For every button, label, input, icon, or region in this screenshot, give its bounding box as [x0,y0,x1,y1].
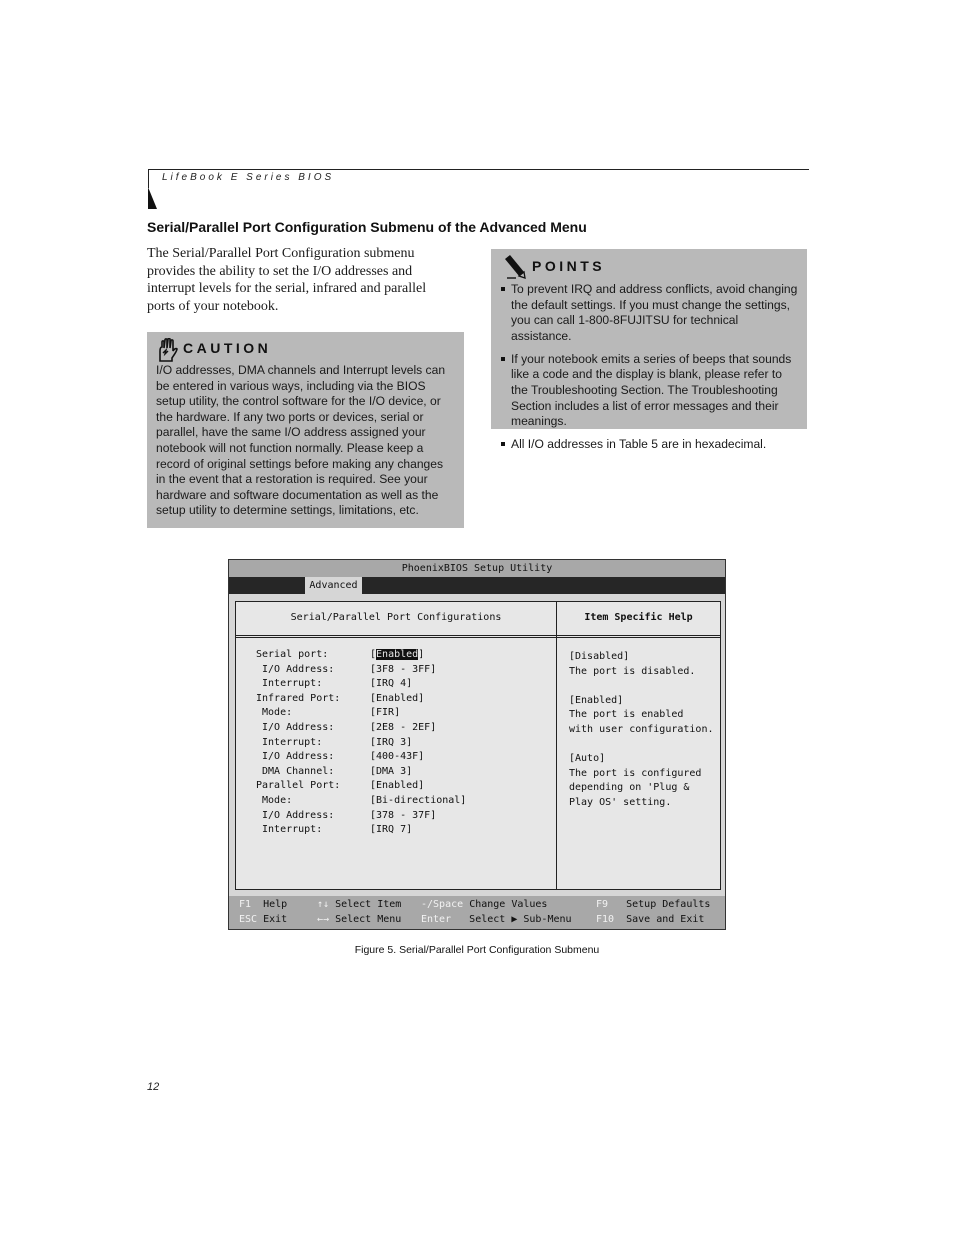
caution-title: CAUTION [183,340,272,356]
setting-label: Interrupt: [256,824,323,836]
selected-value[interactable]: Enabled [376,649,419,660]
setting-value-serial-port[interactable]: [Enabled] [370,649,425,660]
setting-value[interactable]: [2E8 - 2EF] [370,721,437,733]
footer-change-values[interactable]: -/Space Change Values [421,899,548,910]
header-rule [148,169,809,170]
setting-label: Interrupt: [256,678,323,690]
setting-value[interactable]: [3F8 - 3FF] [370,663,437,675]
footer-select-menu[interactable]: ←→ Select Menu [317,914,402,925]
setting-value[interactable]: [Bi-directional] [370,794,467,806]
bios-screen [228,559,726,930]
setting-label: I/O Address: [256,751,335,763]
settings-labels [256,648,340,838]
help-line: [Enabled] [569,694,624,706]
help-line: depending on 'Plug & [569,782,690,794]
footer-enter[interactable]: Enter Select ▶ Sub-Menu [421,914,572,925]
setting-value[interactable]: [DMA 3] [370,765,413,777]
setting-label: Serial port: [256,649,329,660]
bios-title-bar: PhoenixBIOS Setup Utility [229,560,725,577]
footer-esc[interactable]: ESC Exit [239,914,288,925]
setting-value[interactable]: [Enabled] [370,692,425,704]
setting-label: Mode: [256,707,293,719]
footer-f10[interactable]: F10 Save and Exit [596,914,705,925]
header-divider [236,635,720,636]
setting-label: I/O Address: [256,721,335,733]
setting-value[interactable]: [IRQ 7] [370,824,413,836]
intro-paragraph: The Serial/Parallel Port Configuration submenu provides the ability to set the I/O addresses and interrupt levels for the serial, infrared and parallel ports of your notebook. [147,246,427,314]
help-line [569,738,714,753]
help-line: The port is configured [569,767,702,779]
help-line: The port is enabled [569,709,684,721]
help-line: The port is disabled. [569,665,696,677]
help-line: [Auto] [569,753,606,765]
header-divider [236,637,720,638]
panel-divider [556,602,557,889]
setting-label: Mode: [256,794,293,806]
points-title: POINTS [532,258,606,274]
bios-footer [229,896,725,929]
bios-panel [235,601,721,890]
footer-f9[interactable]: F9 Setup Defaults [596,899,711,910]
help-line: Play OS' setting. [569,796,672,808]
setting-label: Parallel Port: [256,780,341,792]
caution-box [147,332,464,528]
setting-value[interactable]: [FIR] [370,707,401,719]
setting-value[interactable]: [400-43F] [370,751,425,763]
setting-label: I/O Address: [256,663,335,675]
help-line: with user configuration. [569,723,714,735]
setting-value[interactable]: [378 - 37F] [370,809,437,821]
figure-caption: Figure 5. Serial/Parallel Port Configuration Submenu [354,944,600,956]
setting-label: Interrupt: [256,736,323,748]
header-rule-vertical [148,169,149,188]
points-box [491,249,807,452]
settings-header: Serial/Parallel Port Configurations [290,612,502,623]
section-title: Serial/Parallel Port Configuration Submenu of the Advanced Menu [147,219,587,235]
pencil-icon [502,254,528,285]
help-line [569,679,714,694]
setting-value[interactable]: [Enabled] [370,780,425,792]
setting-label: I/O Address: [256,809,335,821]
running-head: LifeBook E Series BIOS [162,172,335,183]
setting-value[interactable]: [IRQ 4] [370,678,413,690]
points-list [501,282,801,460]
footer-select-item[interactable]: ↑↓ Select Item [317,899,402,910]
setting-label: DMA Channel: [256,765,335,777]
setting-value[interactable]: [IRQ 3] [370,736,413,748]
setting-label: Infrared Port: [256,692,341,704]
points-item: To prevent IRQ and address conflicts, avoid changing the default settings. If you must change the settings, you can call 1-800-8FUJITSU for technical assistance. [501,282,801,344]
bios-menu-bar [229,577,725,594]
caution-text: I/O addresses, DMA channels and Interrupt levels can be entered in various ways, including via the BIOS setup utility, the control software for the I/O device, or the hardware. If any two ports or devices, serial or parallel, have the same I/O address assigned your notebook will not function normally. Please keep a record of original settings before making any changes in the event that a restoration is required. See your hardware and software documentation as well as the setup utility to determine settings, limitations, etc. [156,363,446,518]
points-item: All I/O addresses in Table 5 are in hexadecimal. [501,437,801,453]
help-text [569,650,714,811]
footer-f1[interactable]: F1 Help [239,899,288,910]
help-header: Item Specific Help [584,612,693,623]
points-item: If your notebook emits a series of beeps that sounds like a code and the display is blank, please refer to the Troubleshooting Section. The Troubleshooting Section includes a list of error messages and their meanings. [501,352,801,430]
settings-values [370,648,466,838]
help-line: [Disabled] [569,651,630,662]
header-wedge-mark [148,187,157,209]
page-number: 12 [147,1081,160,1093]
tab-advanced[interactable]: Advanced [305,577,362,594]
